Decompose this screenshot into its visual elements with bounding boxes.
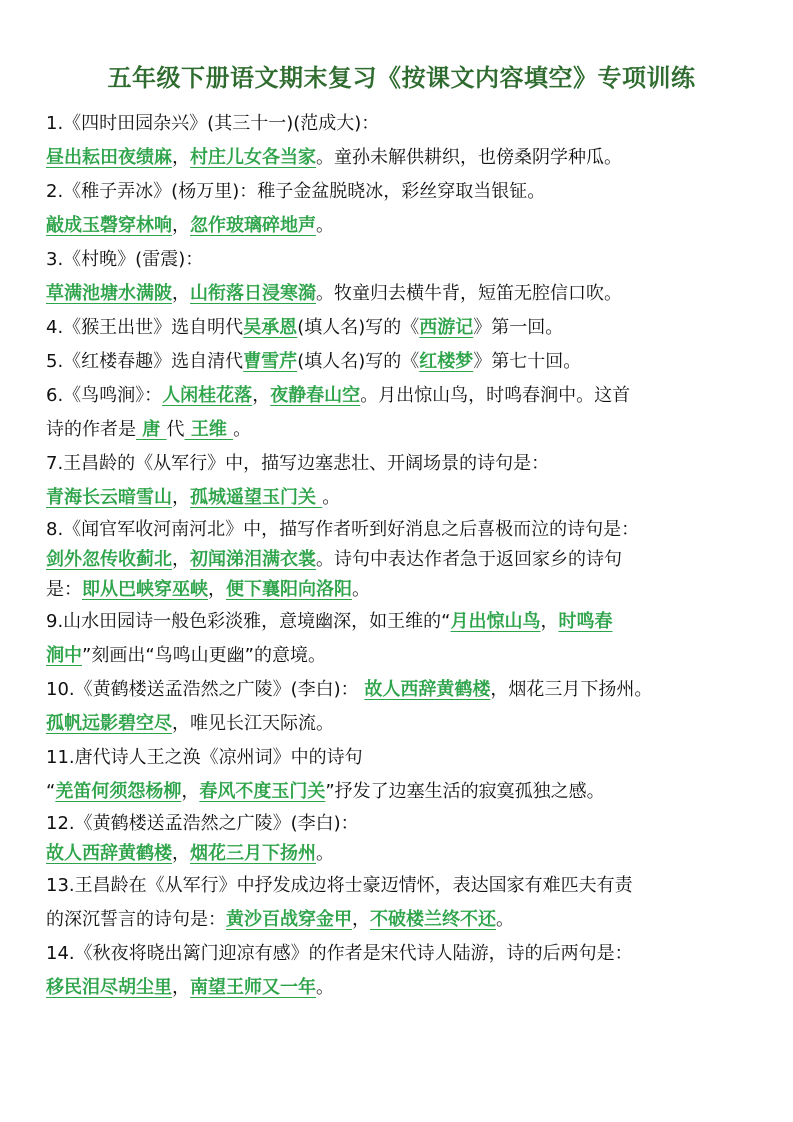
q7-content <box>46 481 757 515</box>
answer-text: 黄沙百战穿金甲 <box>226 909 352 930</box>
question-text: 是： <box>46 579 82 600</box>
question-text: 10.《黄鹤楼送孟浩然之广陵》(李白)： <box>46 679 365 700</box>
question-text: ，烟花三月下扬州。 <box>490 679 653 700</box>
q4 <box>46 311 757 345</box>
q6-line2 <box>46 413 757 447</box>
answer-text: 孤帆远影碧空尽 <box>46 713 172 734</box>
question-text: ， <box>172 843 190 864</box>
answer-text: 月出惊山鸟 <box>450 611 541 632</box>
question-text: 11.唐代诗人王之涣《凉州词》中的诗句 <box>46 747 363 768</box>
answer-text: 村庄儿女各当家 <box>190 147 316 168</box>
question-text: 。 <box>352 579 370 600</box>
question-text: 。 <box>316 977 334 998</box>
answer-text: 时鸣春 <box>558 611 613 632</box>
answer-text: 移民泪尽胡尘里 <box>46 977 172 998</box>
q5 <box>46 345 757 379</box>
question-text: ， <box>172 215 190 236</box>
q8-line1 <box>46 515 757 545</box>
question-text: 。 <box>496 909 514 930</box>
answer-text: 山衔落日浸寒漪 <box>190 283 316 304</box>
q11-line2 <box>46 775 757 809</box>
q14-line1 <box>46 937 757 971</box>
answer-text: 不破楼兰终不还 <box>370 909 496 930</box>
question-text: 5.《红楼春趣》选自清代 <box>46 351 244 372</box>
question-text: (填人名)写的《 <box>297 351 420 372</box>
question-text: 4.《猴王出世》选自明代 <box>46 317 244 338</box>
answer-text: 春风不度玉门关 <box>199 781 326 802</box>
question-text: 6.《鸟鸣涧》： <box>46 385 163 406</box>
question-text: 7.王昌龄的《从军行》中，描写边塞悲壮、开阔场景的诗句是： <box>46 453 550 474</box>
question-text: 》第一回。 <box>473 317 564 338</box>
answer-text: 昼出耘田夜绩麻 <box>46 147 172 168</box>
answer-text: 西游记 <box>419 317 474 338</box>
answer-text: 烟花三月下扬州 <box>190 843 316 864</box>
answer-text: 南望王师又一年 <box>190 977 316 998</box>
q3-content <box>46 277 757 311</box>
q1-content <box>46 141 757 175</box>
question-text: 代 <box>166 419 185 440</box>
q14-line2 <box>46 971 757 1005</box>
question-text: ”刻画出“鸟鸣山更幽”的意境。 <box>82 645 326 666</box>
question-text: 。牧童归去横牛背，短笛无腔信口吹。 <box>316 283 622 304</box>
q9-line2 <box>46 639 757 673</box>
question-text: 2.《稚子弄冰》(杨万里)：稚子金盆脱晓冰，彩丝穿取当银钲。 <box>46 181 546 202</box>
answer-text: 涧中 <box>46 645 82 666</box>
question-text: 9.山水田园诗一般色彩淡雅，意境幽深，如王维的“ <box>46 611 451 632</box>
answer-text: 吴承恩 <box>243 317 298 338</box>
question-list <box>46 107 757 1005</box>
q6-line1 <box>46 379 757 413</box>
question-text: ， <box>172 487 190 508</box>
question-text: 13.王昌龄在《从军行》中抒发成边将士豪迈情怀，表达国家有难匹夫有责 <box>46 875 633 896</box>
question-text: 14.《秋夜将晓出篱门迎凉有感》的作者是宋代诗人陆游，诗的后两句是： <box>46 943 633 964</box>
q8-line3 <box>46 575 757 605</box>
question-text: 8.《闻官军收河南河北》中，描写作者听到好消息之后喜极而泣的诗句是： <box>46 519 640 540</box>
question-text: 。 <box>316 215 334 236</box>
q2-header <box>46 175 757 209</box>
q12-content <box>46 839 757 869</box>
answer-text: 剑外忽传收蓟北 <box>46 549 172 570</box>
answer-text: 即从巴峡穿巫峡 <box>82 579 208 600</box>
answer-text: 忽作玻璃碎地声 <box>190 215 316 236</box>
q3-header <box>46 243 757 277</box>
question-text: ， <box>352 909 370 930</box>
question-text: ， <box>208 579 226 600</box>
q13-line2 <box>46 903 757 937</box>
answer-text: 红楼梦 <box>419 351 474 372</box>
question-text: ， <box>172 549 190 570</box>
question-text: 。 <box>322 487 341 508</box>
answer-text: 夜静春山空 <box>270 385 361 406</box>
worksheet-title: 五年级下册语文期末复习《按课文内容填空》专项训练 <box>107 64 696 92</box>
q8-line2 <box>46 545 757 575</box>
question-text: ， <box>540 611 559 632</box>
question-text: ， <box>252 385 271 406</box>
answer-text: 孤城遥望玉门关 <box>190 487 323 508</box>
question-text: 。 <box>233 419 252 440</box>
question-text: 3.《村晚》(雷震)： <box>46 249 204 270</box>
question-text: ， <box>172 283 190 304</box>
question-text: “ <box>46 781 56 802</box>
question-text: 12.《黄鹤楼送孟浩然之广陵》(李白)： <box>46 813 359 834</box>
question-text: (填人名)写的《 <box>297 317 420 338</box>
q10-line2 <box>46 707 757 741</box>
q10-line1 <box>46 673 757 707</box>
question-text: ，唯见长江天际流。 <box>172 713 334 734</box>
q12-header <box>46 809 757 839</box>
q11-line1 <box>46 741 757 775</box>
answer-text: 曹雪芹 <box>243 351 298 372</box>
answer-text: 羌笛何须怨杨柳 <box>55 781 182 802</box>
answer-text: 敲成玉磬穿林响 <box>46 215 172 236</box>
q9-line1 <box>46 605 757 639</box>
question-text: 1.《四时田园杂兴》(其三十一)(范成大)： <box>46 113 380 134</box>
answer-text: 故人西辞黄鹤楼 <box>46 843 172 864</box>
answer-text: 王维 <box>184 419 234 440</box>
question-text: 。 <box>316 843 334 864</box>
question-text: 》第七十回。 <box>473 351 582 372</box>
q7-header <box>46 447 757 481</box>
question-text: 。诗句中表达作者急于返回家乡的诗句 <box>316 549 622 570</box>
answer-text: 故人西辞黄鹤楼 <box>364 679 491 700</box>
q13-line1 <box>46 869 757 903</box>
answer-text: 草满池塘水满陂 <box>46 283 172 304</box>
question-text: 。月出惊山鸟，时鸣春涧中。这首 <box>360 385 631 406</box>
question-text: ， <box>172 977 190 998</box>
answer-text: 人闲桂花落 <box>162 385 253 406</box>
q1-header <box>46 107 757 141</box>
question-text: 。童孙未解供耕织，也傍桑阴学种瓜。 <box>316 147 622 168</box>
question-text: 的深沉誓言的诗句是： <box>46 909 226 930</box>
answer-text: 初闻涕泪满衣裳 <box>190 549 316 570</box>
answer-text: 唐 <box>136 419 167 440</box>
q2-content <box>46 209 757 243</box>
question-text: ， <box>181 781 200 802</box>
answer-text: 便下襄阳向洛阳 <box>226 579 352 600</box>
answer-text: 青海长云暗雪山 <box>46 487 172 508</box>
question-text: 诗的作者是 <box>46 419 136 440</box>
question-text: ， <box>172 147 190 168</box>
question-text: ”抒发了边塞生活的寂寞孤独之感。 <box>325 781 605 802</box>
